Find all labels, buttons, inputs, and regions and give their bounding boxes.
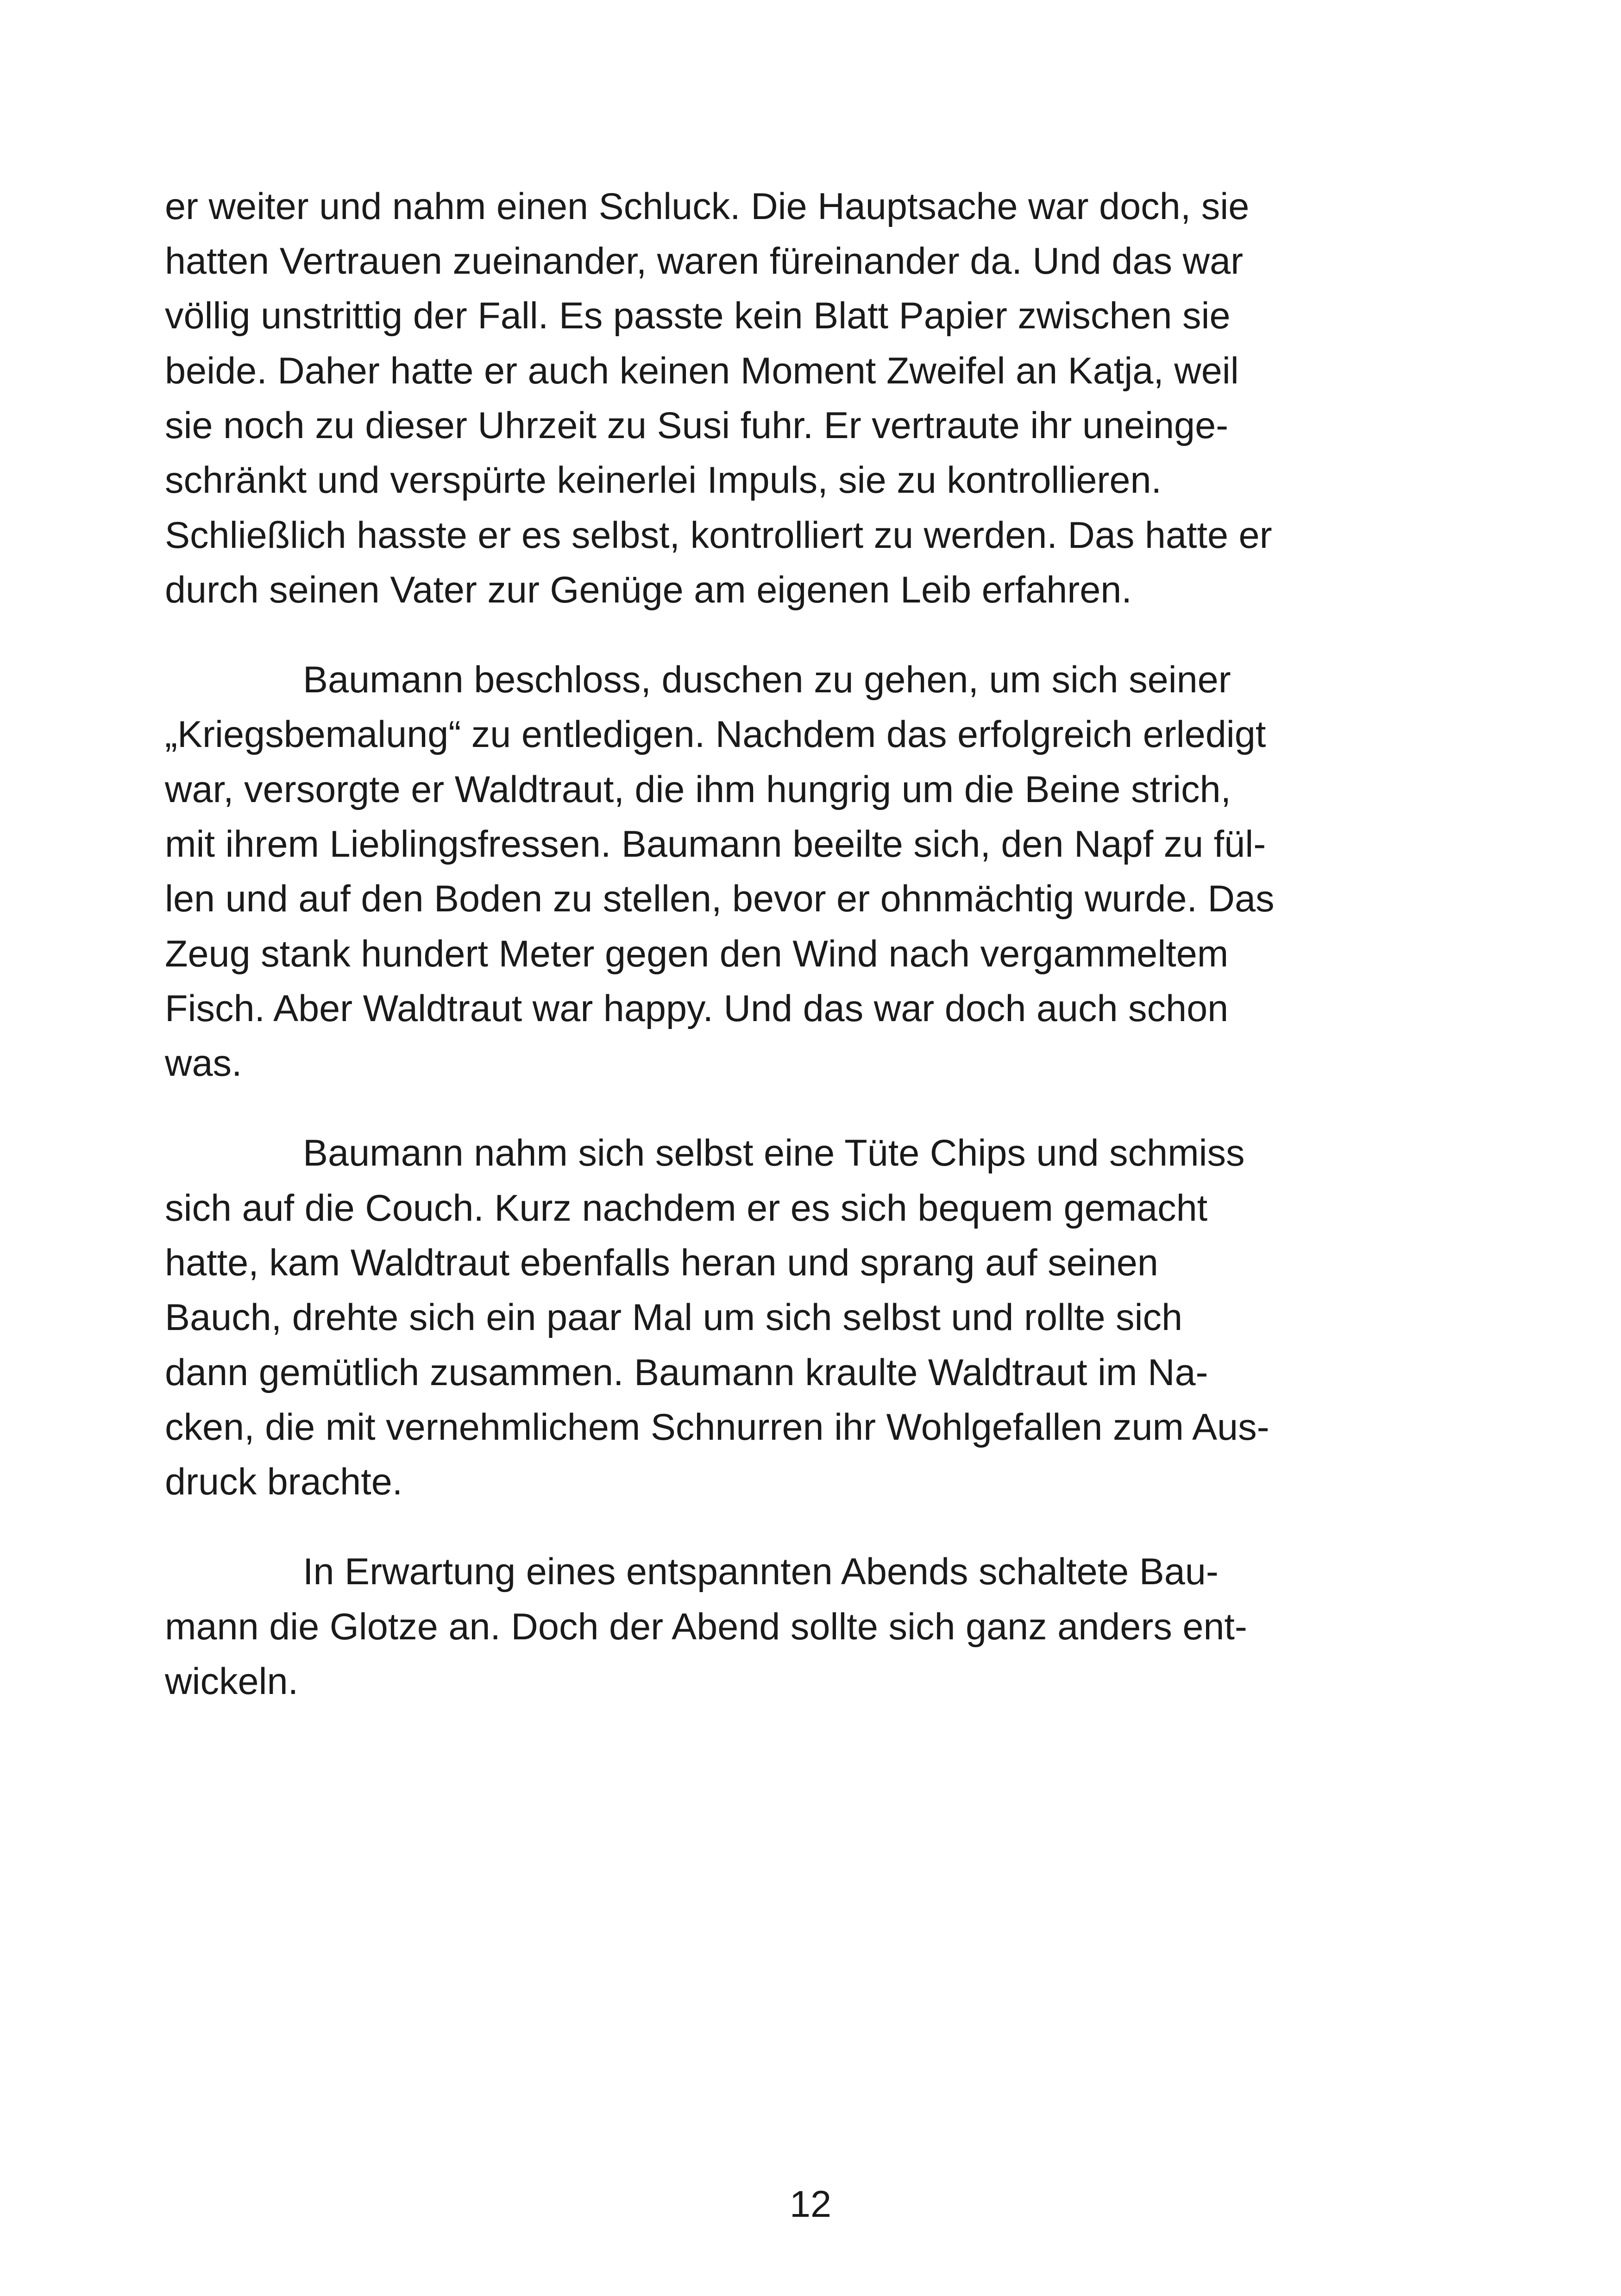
- text-line: mann die Glotze an. Doch der Abend sollte sich ganz anders ent-: [165, 1606, 1247, 1648]
- text-line: durch seinen Vater zur Genüge am eigenen Leib erfahren.: [165, 569, 1132, 611]
- text-line: „Kriegsbemalung“ zu entledigen. Nachdem das erfolgreich erledigt: [165, 714, 1266, 755]
- text-line: hatten Vertrauen zueinander, waren füreinander da. Und das war: [165, 240, 1244, 282]
- text-line: Fisch. Aber Waldtraut war happy. Und das war doch auch schon: [165, 988, 1229, 1029]
- text-line: sich auf die Couch. Kurz nachdem er es sich bequem gemacht: [165, 1187, 1208, 1229]
- text-line: war, versorgte er Waldtraut, die ihm hungrig um die Beine strich,: [165, 769, 1231, 810]
- text-line: druck brachte.: [165, 1461, 403, 1503]
- text-line: Baumann beschloss, duschen zu gehen, um sich seiner: [303, 659, 1231, 701]
- text-line: Zeug stank hundert Meter gegen den Wind nach vergammeltem: [165, 933, 1229, 975]
- text-line: er weiter und nahm einen Schluck. Die Hauptsache war doch, sie: [165, 186, 1250, 227]
- text-line: wickeln.: [165, 1661, 299, 1702]
- text-line: cken, die mit vernehmlichem Schnurren ihr Wohlgefallen zum Aus-: [165, 1406, 1269, 1448]
- text-line: was.: [165, 1042, 242, 1084]
- text-line: beide. Daher hatte er auch keinen Moment Zweifel an Katja, weil: [165, 350, 1239, 392]
- text-line: Schließlich hasste er es selbst, kontrolliert zu werden. Das hatte er: [165, 514, 1272, 556]
- text-line: völlig unstrittig der Fall. Es passte kein Blatt Papier zwischen sie: [165, 295, 1231, 337]
- page-number: 12: [789, 2183, 832, 2225]
- text-line: In Erwartung eines entspannten Abends schaltete Bau-: [303, 1551, 1219, 1593]
- text-line: schränkt und verspürte keinerlei Impuls, sie zu kontrollieren.: [165, 459, 1162, 501]
- text-line: len und auf den Boden zu stellen, bevor er ohnmächtig wurde. Das: [165, 878, 1275, 920]
- text-line: hatte, kam Waldtraut ebenfalls heran und sprang auf seinen: [165, 1242, 1158, 1284]
- text-line: sie noch zu dieser Uhrzeit zu Susi fuhr. Er vertraute ihr uneinge-: [165, 405, 1229, 446]
- text-line: mit ihrem Lieblingsfressen. Baumann beeilte sich, den Napf zu fül-: [165, 823, 1266, 865]
- text-line: dann gemütlich zusammen. Baumann kraulte Waldtraut im Na-: [165, 1352, 1208, 1393]
- text-line: Bauch, drehte sich ein paar Mal um sich selbst und rollte sich: [165, 1297, 1183, 1338]
- text-line: Baumann nahm sich selbst eine Tüte Chips und schmiss: [303, 1132, 1245, 1174]
